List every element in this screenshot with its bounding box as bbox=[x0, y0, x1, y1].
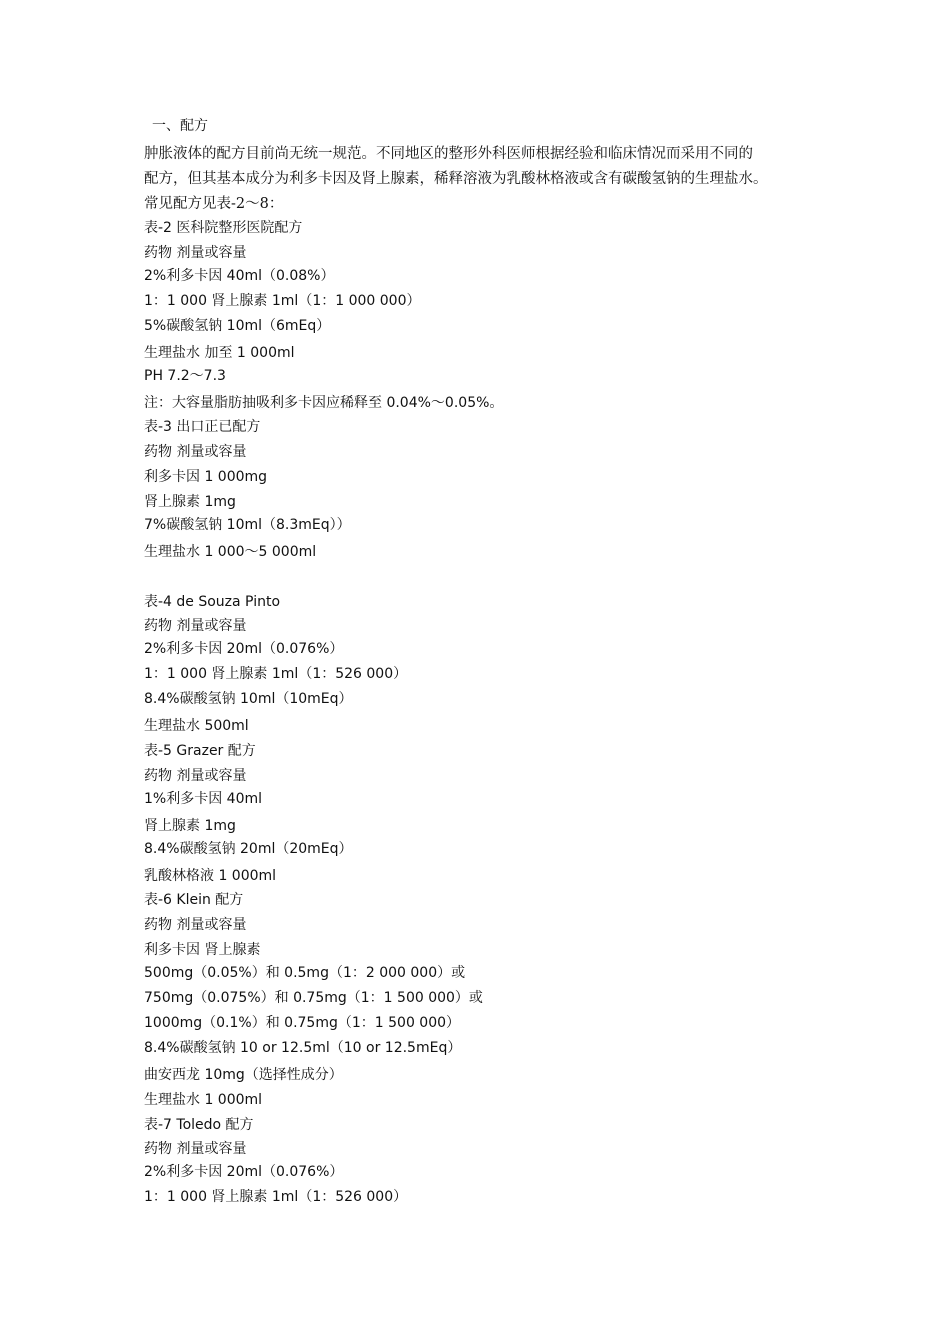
table-2-row: PH 7.2～7.3 bbox=[144, 368, 226, 384]
table-6-row: 生理盐水 1 000ml bbox=[144, 1092, 263, 1108]
table-6-row: 8.4%碳酸氢钠 10 or 12.5ml（10 or 12.5mEq） bbox=[144, 1040, 462, 1056]
table-7-title: 表-7 Toledo 配方 bbox=[144, 1117, 254, 1133]
table-2-title: 表-2 医科院整形医院配方 bbox=[144, 220, 303, 236]
intro-line: 常见配方见表-2～8： bbox=[144, 196, 284, 212]
table-4-row: 生理盐水 500ml bbox=[144, 718, 249, 734]
table-3-row: 肾上腺素 1mg bbox=[144, 494, 236, 510]
table-6-row: 利多卡因 肾上腺素 bbox=[144, 942, 261, 958]
table-5-row: 乳酸林格液 1 000ml bbox=[144, 868, 277, 884]
table-6-row: 750mg（0.075%）和 0.75mg（1：1 500 000）或 bbox=[144, 990, 483, 1006]
table-3-row: 生理盐水 1 000～5 000ml bbox=[144, 544, 317, 560]
table-6-row: 1000mg（0.1%）和 0.75mg（1：1 500 000） bbox=[144, 1015, 461, 1031]
table-5-title: 表-5 Grazer 配方 bbox=[144, 743, 256, 759]
table-7-row: 1：1 000 肾上腺素 1ml（1：526 000） bbox=[144, 1189, 408, 1205]
table-3-header: 药物 剂量或容量 bbox=[144, 444, 247, 460]
table-2-row: 生理盐水 加至 1 000ml bbox=[144, 345, 295, 361]
table-2-note: 注：大容量脂肪抽吸利多卡因应稀释至 0.04%～0.05%。 bbox=[144, 395, 504, 411]
table-3-row: 利多卡因 1 000mg bbox=[144, 469, 268, 485]
table-5-row: 1%利多卡因 40ml bbox=[144, 791, 263, 807]
section-heading: 一、配方 bbox=[152, 118, 208, 134]
table-4-header: 药物 剂量或容量 bbox=[144, 618, 247, 634]
intro-line: 配方，但其基本成分为利多卡因及肾上腺素，稀释溶液为乳酸林格液或含有碳酸氢钠的生理盐水。 bbox=[144, 171, 768, 187]
table-4-row: 1：1 000 肾上腺素 1ml（1：526 000） bbox=[144, 666, 408, 682]
table-6-header: 药物 剂量或容量 bbox=[144, 917, 247, 933]
table-7-header: 药物 剂量或容量 bbox=[144, 1141, 247, 1157]
table-7-row: 2%利多卡因 20ml（0.076%） bbox=[144, 1164, 344, 1180]
table-4-row: 2%利多卡因 20ml（0.076%） bbox=[144, 641, 344, 657]
table-6-title: 表-6 Klein 配方 bbox=[144, 892, 244, 908]
table-6-row: 500mg（0.05%）和 0.5mg（1：2 000 000）或 bbox=[144, 965, 466, 981]
table-6-row: 曲安西龙 10mg（选择性成分） bbox=[144, 1067, 343, 1083]
table-2-header: 药物 剂量或容量 bbox=[144, 245, 247, 261]
table-2-row: 1：1 000 肾上腺素 1ml（1：1 000 000） bbox=[144, 293, 421, 309]
table-4-title: 表-4 de Souza Pinto bbox=[144, 594, 281, 610]
table-2-row: 2%利多卡因 40ml（0.08%） bbox=[144, 268, 335, 284]
table-4-row: 8.4%碳酸氢钠 10ml（10mEq） bbox=[144, 691, 353, 707]
table-5-row: 8.4%碳酸氢钠 20ml（20mEq） bbox=[144, 841, 353, 857]
table-5-header: 药物 剂量或容量 bbox=[144, 768, 247, 784]
table-5-row: 肾上腺素 1mg bbox=[144, 818, 236, 834]
table-3-row: 7%碳酸氢钠 10ml（8.3mEq）） bbox=[144, 517, 351, 533]
intro-line: 肿胀液体的配方目前尚无统一规范。不同地区的整形外科医师根据经验和临床情况而采用不同的 bbox=[144, 146, 753, 162]
table-3-title: 表-3 出口正已配方 bbox=[144, 419, 261, 435]
table-2-row: 5%碳酸氢钠 10ml（6mEq） bbox=[144, 318, 331, 334]
